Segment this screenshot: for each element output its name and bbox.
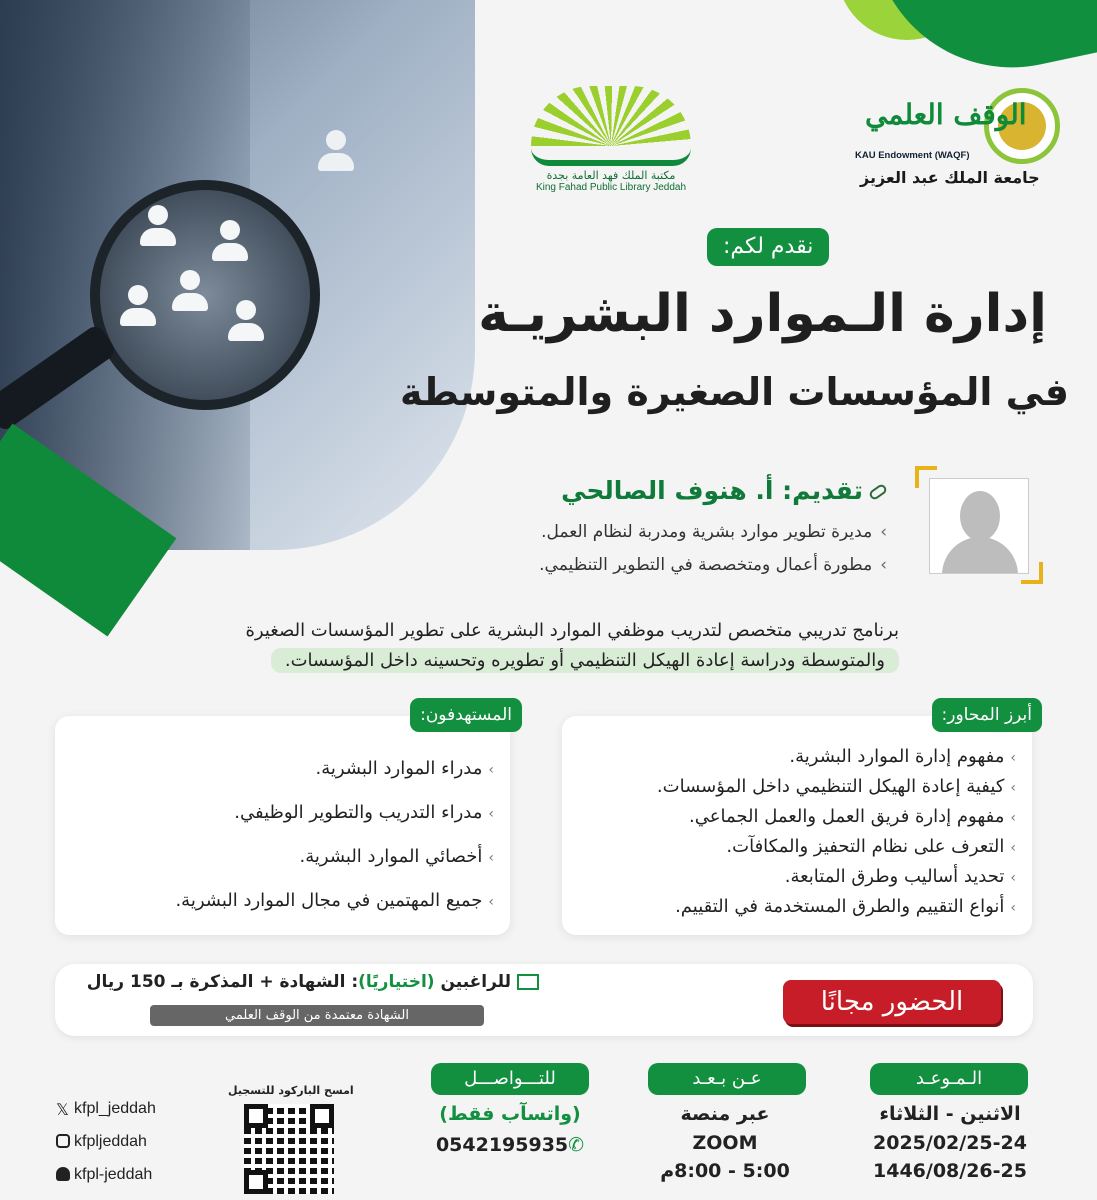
schedule-date-hijri: 1446/08/26-25	[873, 1160, 1027, 1182]
list-item: ›تحديد أساليب وطرق المتابعة.	[784, 866, 1016, 887]
list-item: ›أنواع التقييم والطرق المستخدمة في التقييم.	[675, 896, 1016, 917]
microphone-icon	[868, 483, 888, 502]
x-icon: 𝕏	[56, 1102, 69, 1119]
contact-phone[interactable]	[415, 1134, 605, 1156]
presenter-avatar-frame	[915, 466, 1043, 584]
instagram-icon	[56, 1134, 70, 1148]
optional-prefix: للراغبين	[440, 972, 511, 992]
audience-card	[55, 705, 512, 935]
list-item: ›مفهوم إدارة فريق العمل والعمل الجماعي.	[689, 806, 1016, 827]
phone-number[interactable]: 0542195935	[435, 1134, 569, 1156]
sunburst-icon	[531, 86, 691, 146]
person-icon	[172, 270, 208, 310]
university-name: جامعة الملك عبد العزيز	[860, 168, 1040, 187]
bio-text: مطورة أعمال ومتخصصة في التطوير التنظيمي.	[539, 555, 873, 575]
schedule-days: الاثنين - الثلاثاء	[879, 1103, 1021, 1125]
certificate-icon	[517, 974, 539, 990]
presenter-bio-item: ›مديرة تطوير موارد بشرية ومدربة لنظام العمل.	[541, 522, 887, 542]
presenter-bio-item: ›مطورة أعمال ومتخصصة في التطوير التنظيمي.	[539, 555, 887, 575]
remote-time: 5:00 - 8:00م	[660, 1160, 790, 1182]
free-attendance-badge: الحضور مجانًا	[783, 980, 1001, 1024]
qr-label: امسح الباركود للتسجيل	[228, 1084, 354, 1097]
list-item: ›أخصائي الموارد البشرية.	[299, 846, 494, 867]
magnifier-lens-icon	[90, 180, 320, 410]
list-item: ›مدراء التدريب والتطوير الوظيفي.	[234, 802, 494, 823]
contact-note: (واتسآب فقط)	[439, 1103, 581, 1125]
audience-label: المستهدفون:	[410, 698, 522, 732]
book-icon	[531, 148, 691, 166]
presenter-name	[561, 476, 887, 505]
whatsapp-icon: ✆	[568, 1134, 585, 1156]
optional-word: (اختياريًا)	[358, 972, 435, 992]
optional-price: : الشهادة + المذكرة بـ 150 ريال	[86, 972, 359, 992]
presenter-label: تقديم: أ. هنوف الصالحي	[561, 476, 863, 505]
topics-label: أبرز المحاور:	[932, 698, 1042, 732]
contact-label: للتـــواصـــل	[431, 1063, 589, 1095]
schedule-label: الـمـوعـد	[870, 1063, 1028, 1095]
person-icon	[120, 285, 156, 325]
social-instagram[interactable]	[56, 1133, 147, 1151]
list-item: ›مفهوم إدارة الموارد البشرية.	[789, 746, 1016, 767]
remote-platform-line: عبر منصة	[680, 1103, 770, 1125]
description-line	[179, 650, 899, 671]
description-line: برنامج تدريبي متخصص لتدريب موظفي الموارد البشرية على تطوير المؤسسات الصغيرة	[245, 620, 899, 641]
person-icon	[140, 205, 176, 245]
remote-label: عـن بـعـد	[648, 1063, 806, 1095]
qr-code-icon[interactable]	[244, 1104, 334, 1194]
social-x-handle[interactable]: kfpl_jeddah	[74, 1100, 156, 1117]
person-icon	[318, 130, 354, 170]
list-item: ›كيفية إعادة الهيكل التنظيمي داخل المؤسسات.	[656, 776, 1016, 797]
social-snapchat[interactable]	[56, 1166, 152, 1184]
waqf-name-ar: الوقف العلمي	[865, 98, 1027, 131]
schedule-date-gregorian: 2025/02/25-24	[873, 1132, 1027, 1154]
bio-text: مديرة تطوير موارد بشرية ومدربة لنظام العمل.	[541, 522, 873, 542]
topics-list	[657, 742, 1016, 922]
waqf-logo	[855, 88, 1060, 198]
library-logo	[526, 86, 696, 193]
person-icon	[228, 300, 264, 340]
person-icon	[212, 220, 248, 260]
remote-platform-name: ZOOM	[692, 1132, 758, 1154]
page-subtitle: في المؤسسات الصغيرة والمتوسطة	[399, 370, 1069, 414]
list-item: ›مدراء الموارد البشرية.	[315, 758, 494, 779]
social-snapchat-handle[interactable]: kfpl-jeddah	[74, 1166, 153, 1183]
decorative-corner-green	[875, 0, 1097, 93]
waqf-name-en: KAU Endowment (WAQF)	[855, 150, 970, 161]
presents-badge: نقدم لكم:	[707, 228, 829, 266]
description-text: والمتوسطة ودراسة إعادة الهيكل التنظيمي أو تطويره وتحسينه داخل المؤسسات.	[271, 648, 899, 673]
certificate-note: الشهادة معتمدة من الوقف العلمي	[150, 1005, 484, 1026]
snapchat-icon	[56, 1167, 70, 1181]
library-name-ar: مكتبة الملك فهد العامة بجدة	[546, 169, 676, 182]
topics-card	[562, 705, 1032, 935]
audience-list	[175, 754, 494, 930]
page-title: إدارة الـموارد البشريـة	[478, 284, 1047, 344]
avatar	[929, 478, 1029, 574]
list-item: ›جميع المهتمين في مجال الموارد البشرية.	[175, 890, 494, 911]
social-instagram-handle[interactable]: kfpljeddah	[74, 1133, 147, 1150]
library-name-en: King Fahad Public Library Jeddah	[535, 182, 687, 193]
optional-certificate-info	[87, 972, 539, 992]
social-x[interactable]	[56, 1100, 156, 1118]
list-item: ›التعرف على نظام التحفيز والمكافآت.	[726, 836, 1016, 857]
